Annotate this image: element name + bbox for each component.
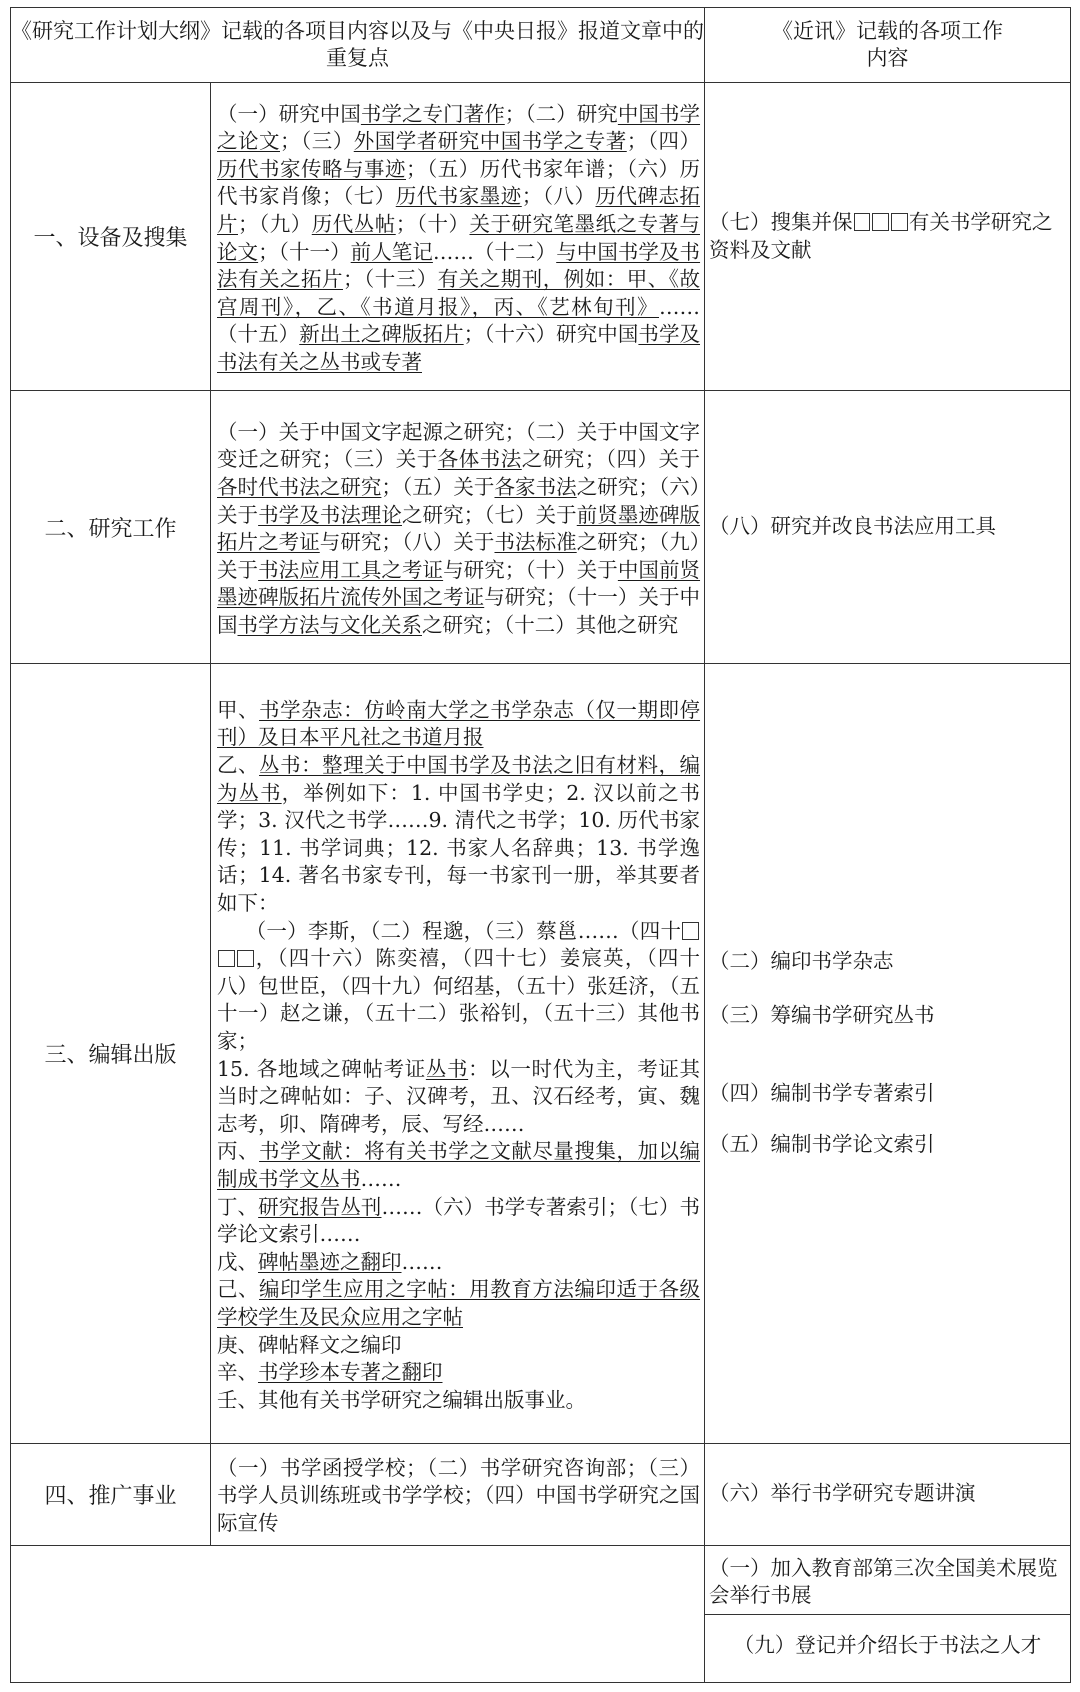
- comparison-table: [10, 7, 1071, 1683]
- header-col-plan: 《研究工作计划大纲》记载的各项目内容以及与《中央日报》报道文章中的重复点: [11, 8, 705, 83]
- news-item-box: [705, 1551, 1070, 1615]
- plan-cell: [211, 1443, 705, 1545]
- plan-text: （一）研究中国书学之专门著作；（二）研究中国书学之论文；（三）外国学者研究中国书学之专著；（四）历代书家传略与事迹；（五）历代书家年谱；（六）历代书家肖像；（七）历代书家墨迹；（八）历代碑志拓片；（九）历代丛帖；（十）关于研究笔墨纸之专著与论文；（十一）前人笔记……（十二）与中国书学及书法有关之拓片；（十三）有关之期刊，例如：甲、《故宫周刊》，乙、《书道月报》，丙、《艺林旬刊》……（十五）新出土之碑版拓片；（十六）研究中国书学及书法有关之丛书或专著: [217, 101, 701, 374]
- header-col-news: 《近讯》记载的各项工作内容: [705, 8, 1071, 83]
- missing-char-box: [218, 950, 235, 968]
- news-item: （一）加入教育部第三次全国美术展览会举行书展: [709, 1555, 1058, 1608]
- news-cell: [705, 83, 1071, 391]
- empty-cell: [11, 1545, 705, 1682]
- news-cell: [705, 390, 1071, 664]
- table-row: [11, 1443, 1071, 1545]
- news-item: （五）编制书学论文索引: [709, 1132, 935, 1157]
- plan-line: 壬、其他有关书学研究之编辑出版事业。: [217, 1387, 586, 1412]
- plan-line: 甲、书学杂志：仿岭南大学之书学杂志（仅一期即停刊）及日本平凡社之书道月报: [217, 697, 701, 750]
- plan-line: 庚、碑帖释文之编印: [217, 1332, 402, 1357]
- news-item: （七）搜集并保 有关书学研究之资料及文献: [709, 209, 1053, 262]
- plan-line: 乙、丛书：整理关于中国书学及书法之旧有材料，编为丛书，举例如下：1. 中国书学史；2. 汉以前之书学；3. 汉代之书学……9. 清代之书学；10. 历代书家传；11. 书学词典；12. 书家人名辞典；13. 书学逸话；14. 著名书家专刊，每一书家刊一册，举其要者如下：: [217, 753, 701, 916]
- missing-char-box: [237, 950, 254, 968]
- news-cell: [705, 1443, 1071, 1545]
- plan-line: （一）李斯，（二）程邈，（三）蔡邕……（四十，（四十六）陈奕禧，（四十七）姜宸英，（四十八）包世臣，（四十九）何绍基，（五十）张廷济，（五十一）赵之谦，（五十二）张裕钊，（五十三）其他书家；: [217, 918, 700, 1053]
- row-label: 四、推广事业: [11, 1443, 211, 1545]
- plan-cell: [211, 664, 705, 1443]
- missing-char-box: [891, 213, 908, 231]
- plan-line: 15. 各地域之碑帖考证丛书：以一时代为主，考证其当时之碑帖如：子、汉碑考，丑、汉石经考，寅、魏志考，卯、隋碑考，辰、写经……: [217, 1056, 701, 1136]
- missing-char-box: [872, 213, 889, 231]
- plan-text: （一）关于中国文字起源之研究；（二）关于中国文字变迁之研究；（三）关于各体书法之研究；（四）关于各时代书法之研究；（五）关于各家书法之研究；（六）关于书学及书法理论之研究；（七）关于前贤墨迹碑版拓片之考证与研究；（八）关于书法标准之研究；（九）关于书法应用工具之考证与研究；（十）关于中国前贤墨迹碑版拓片流传外国之考证与研究；（十一）关于中国书学方法与文化关系之研究；（十二）其他之研究: [217, 419, 701, 637]
- header-row: [11, 8, 1071, 83]
- plan-cell: [211, 390, 705, 664]
- plan-cell: [211, 83, 705, 391]
- plan-line: 丙、书学文献：将有关书学之文献尽量搜集，加以编制成书学文丛书……: [217, 1139, 701, 1191]
- table-row: [11, 664, 1071, 1443]
- row-label: 三、编辑出版: [11, 664, 211, 1443]
- plan-line: 辛、书学珍本专著之翻印: [217, 1360, 443, 1385]
- news-item: （八）研究并改良书法应用工具: [709, 514, 996, 539]
- news-cell: [705, 664, 1071, 1443]
- news-item: （六）举行书学研究专题讲演: [709, 1481, 976, 1506]
- plan-line: 己、编印学生应用之字帖：用教育方法编印适于各级学校学生及民众应用之字帖: [217, 1277, 701, 1329]
- table-row: [11, 83, 1071, 391]
- plan-line: 戊、碑帖墨迹之翻印……: [217, 1249, 443, 1274]
- missing-char-box: [682, 922, 699, 940]
- news-item: （九）登记并介绍长于书法之人才: [733, 1633, 1042, 1658]
- news-item: （二）编印书学杂志: [709, 949, 894, 974]
- row-label: 二、研究工作: [11, 390, 211, 664]
- plan-text: （一）书学函授学校；（二）书学研究咨询部；（三）书学人员训练班或书学学校；（四）中国书学研究之国际宣传: [217, 1455, 700, 1535]
- missing-char-box: [854, 213, 871, 231]
- row-label: 一、设备及搜集: [11, 83, 211, 391]
- news-item: （三）筹编书学研究丛书: [709, 1003, 935, 1027]
- news-item-box: [705, 1615, 1070, 1677]
- table-row: [11, 1545, 1071, 1682]
- news-item: （四）编制书学专著索引: [709, 1080, 935, 1105]
- table-row: [11, 390, 1071, 664]
- news-cell: [705, 1545, 1071, 1682]
- plan-line: 丁、研究报告丛刊……（六）书学专著索引；（七）书学论文索引……: [217, 1194, 701, 1247]
